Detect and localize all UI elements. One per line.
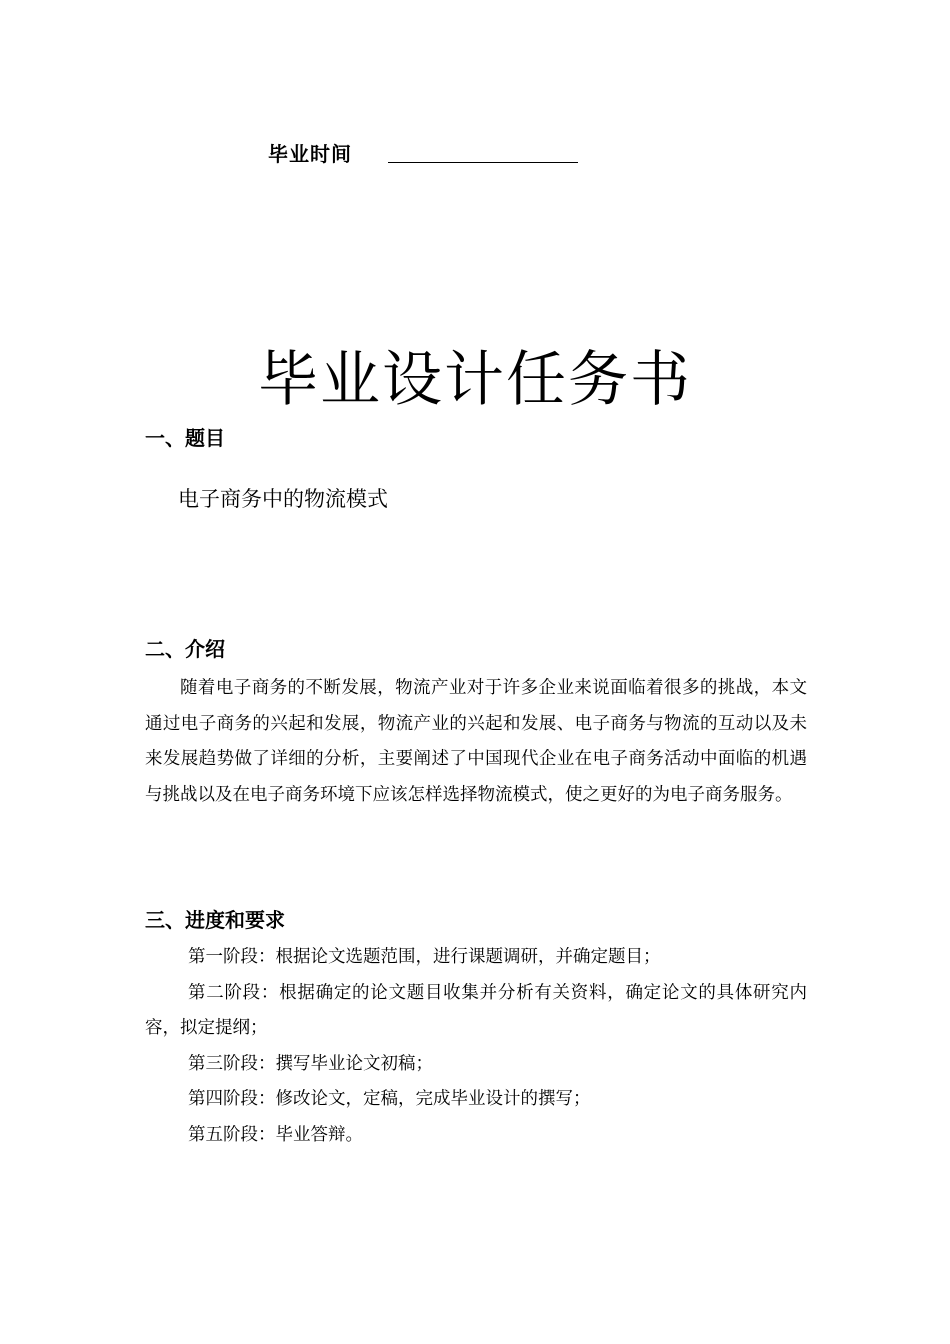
schedule-stage-4: 第四阶段：修改论文，定稿，完成毕业设计的撰写；: [188, 1089, 591, 1109]
schedule-stage-2: 第二阶段：根据确定的论文题目收集并分析有关资料，确定论文的具体研究内容，拟定提纲；: [145, 982, 807, 1038]
graduation-time-blank-line: [388, 162, 578, 163]
section-heading-introduction: 二、介绍: [145, 637, 225, 661]
introduction-paragraph: 随着电子商务的不断发展，物流产业对于许多企业来说面临着很多的挑战，本文通过电子商务的兴起和发展，物流产业的兴起和发展、电子商务与物流的互动以及未来发展趋势做了详细的分析，主要阐述了中国现代企业在电子商务活动中面临的机遇与挑战以及在电子商务环境下应该怎样选择物流模式，使之更好的为电子商务服务。: [145, 678, 807, 805]
topic-text: 电子商务中的物流模式: [178, 487, 388, 511]
page-title: 毕业设计任务书: [258, 345, 692, 415]
section-heading-schedule: 三、进度和要求: [145, 908, 285, 932]
schedule-stage-5: 第五阶段：毕业答辩。: [188, 1124, 363, 1145]
graduation-time-label: 毕业时间: [268, 142, 352, 166]
schedule-stage-list: [145, 940, 807, 1153]
schedule-stage-3: 第三阶段：撰写毕业论文初稿；: [188, 1053, 433, 1074]
section-heading-topic: 一、题目: [145, 426, 225, 450]
graduation-time-row: [268, 138, 352, 168]
schedule-stage-1: 第一阶段：根据论文选题范围，进行课题调研，并确定题目；: [188, 947, 661, 967]
